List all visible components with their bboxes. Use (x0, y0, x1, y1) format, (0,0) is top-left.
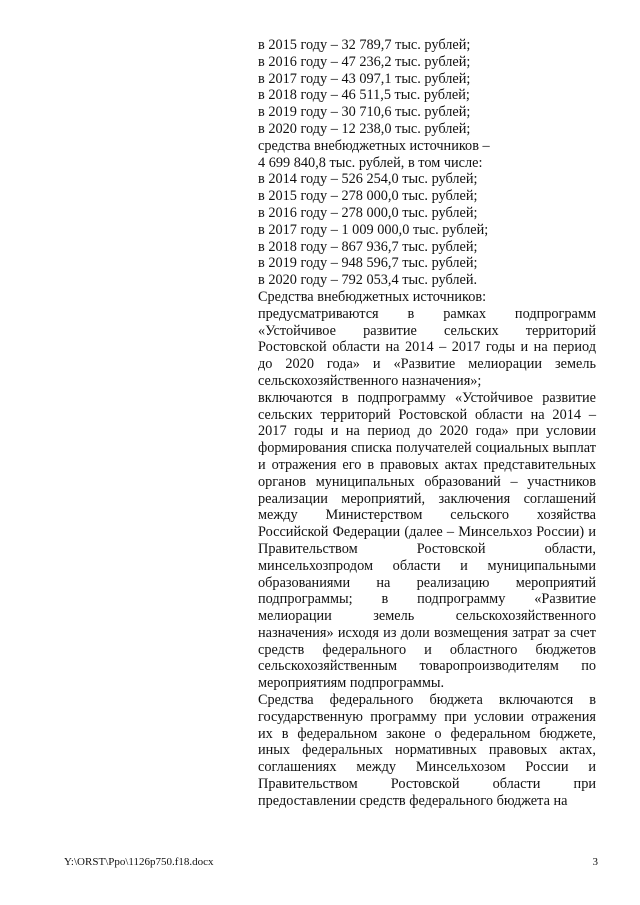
funding-line: в 2019 году – 30 710,6 тыс. рублей; (258, 104, 471, 121)
funding-line: в 2017 году – 1 009 000,0 тыс. рублей; (258, 221, 489, 238)
funding-line: в 2018 году – 46 511,5 тыс. рублей; (258, 87, 470, 104)
funding-line: в 2019 году – 948 596,7 тыс. рублей; (258, 255, 478, 272)
paragraph-extrabudgetary-inclusion: включаются в подпрограмму «Устойчивое развитие сельских территорий Ростовской области на 2014 – 2017 годы и на период до 2020 года» при условии формирования списка получателей социальных выплат и отражения его в правовых актах представительных органов муниципальных образований – участников реализации мероприятий, заключения соглашений между Министерством сельского хозяйства Российской Федерации (далее – Минсельхоз России) и Правительством Ростовской области, минсельхозпродом области и муниципальными образованиями на реализацию мероприятий подпрограммы; в подпрограмму «Развитие мелиорации земель сельскохозяйственного назначения» исходя из доли возмещения затрат за счет средств федерального и областного бюджетов сельскохозяйственным товаропроизводителям по мероприятиям подпрограммы. (258, 389, 596, 692)
paragraph-extrabudgetary-provision: предусматриваются в рамках подпрограмм «Устойчивое развитие сельских территорий Ростовской области на 2014 – 2017 годы и на период до 2020 года» и «Развитие мелиорации земель сельскохозяйственного назначения»; (258, 305, 596, 389)
funding-line: в 2016 году – 47 236,2 тыс. рублей; (258, 53, 471, 70)
footer-file-path: Y:\ORST\Ppo\1126p750.f18.docx (64, 856, 214, 868)
page-number: 3 (592, 856, 598, 868)
funding-line: Средства внебюджетных источников: (258, 288, 487, 305)
document-body (258, 37, 596, 810)
funding-line: в 2017 году – 43 097,1 тыс. рублей; (258, 70, 471, 87)
funding-line: в 2020 году – 792 053,4 тыс. рублей. (258, 272, 478, 289)
funding-line: в 2016 году – 278 000,0 тыс. рублей; (258, 204, 478, 221)
funding-line: в 2015 году – 278 000,0 тыс. рублей; (258, 188, 478, 205)
funding-line: средства внебюджетных источников – (258, 137, 490, 154)
funding-line: в 2020 году – 12 238,0 тыс. рублей; (258, 120, 471, 137)
funding-line: в 2018 году – 867 936,7 тыс. рублей; (258, 238, 478, 255)
funding-line: в 2015 году – 32 789,7 тыс. рублей; (258, 37, 471, 53)
funding-line: в 2014 году – 526 254,0 тыс. рублей; (258, 171, 478, 188)
paragraph-federal-budget: Средства федерального бюджета включаются в государственную программу при условии отражения их в федеральном законе о федеральном бюджете, иных федеральных нормативных правовых актах, соглашениях между Минсельхозом России и Правительством Ростовской области при предоставлении средств федерального бюджета на (258, 692, 596, 809)
funding-line: 4 699 840,8 тыс. рублей, в том числе: (258, 154, 483, 171)
